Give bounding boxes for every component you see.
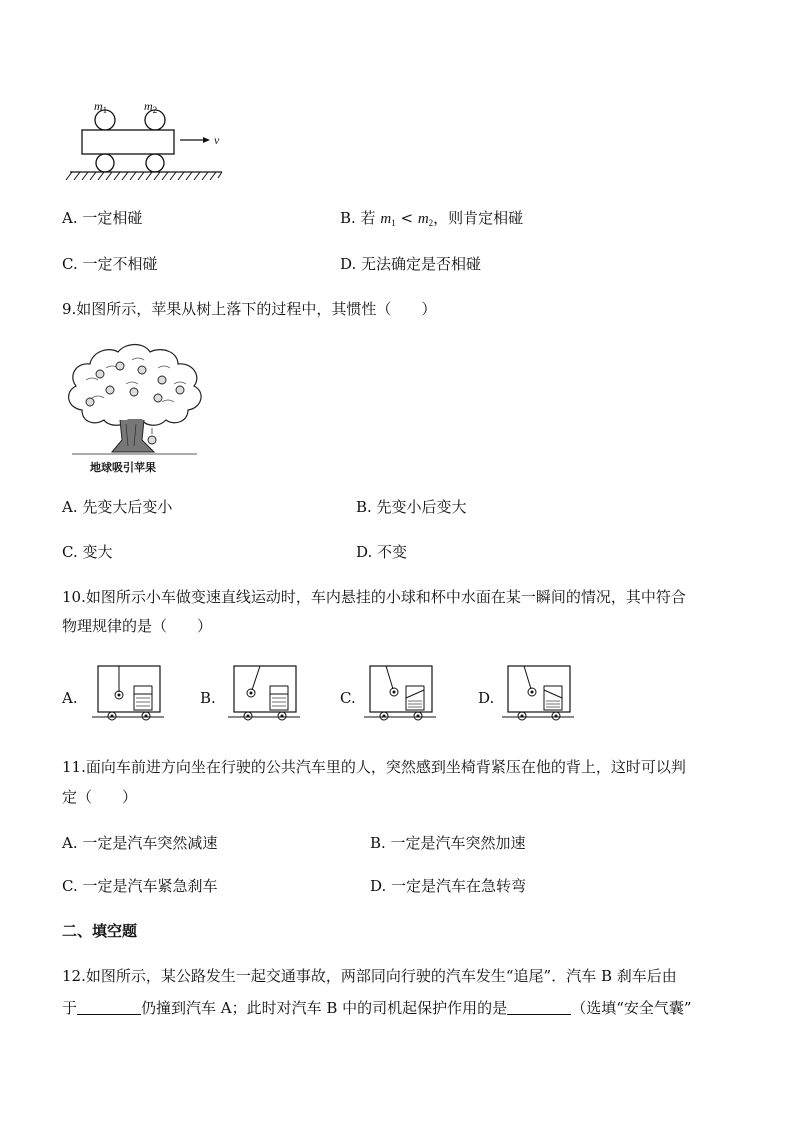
car-b-figure[interactable] [228,664,300,726]
q11-option-a[interactable]: A. 一定是汽车突然减速 [62,834,218,852]
q11-stem-line2: 定（ ） [62,788,138,806]
tree-caption: 地球吸引苹果 [90,461,156,474]
apples [86,362,184,406]
q10-label-d[interactable]: D. [478,689,495,707]
q12-line1: 12.如图所示，某公路发生一起交通事故，两部同向行驶的汽车发生“追尾”．汽车 B 刹车后由 [62,967,677,985]
q10-label-a[interactable]: A. [62,689,78,707]
q11-stem-line1: 11.面向车前进方向坐在行驶的公共汽车里的人，突然感到坐椅背紧压在他的背上，这时可以判 [62,758,686,776]
label-m1: $m_1$ [94,99,108,115]
wheel [96,154,114,172]
q10-stem-line1: 10.如图所示小车做变速直线运动时，车内悬挂的小球和杯中水面在某一瞬间的情况，其中符合 [62,588,686,606]
car-a-figure[interactable] [92,664,164,726]
q9-option-c[interactable]: C. 变大 [62,543,113,561]
car-d-figure[interactable] [502,664,574,726]
q11-option-b[interactable]: B. 一定是汽车突然加速 [370,834,526,852]
car-c-figure[interactable] [364,664,436,726]
tree-canopy [69,345,202,426]
q10-stem-line2: 物理规律的是（ ） [62,617,213,635]
ground-hatch [66,172,222,180]
section-title: 二、填空题 [62,922,138,940]
q10-label-b[interactable]: B. [200,689,216,707]
apple-tree-figure [62,340,207,460]
q8-option-a[interactable]: A. 一定相碰 [62,209,143,227]
q9-option-b[interactable]: B. 先变小后变大 [356,498,467,516]
q11-option-d[interactable]: D. 一定是汽车在急转弯 [370,877,527,895]
label-m2: $m_2$ [144,99,158,115]
q10-label-c[interactable]: C. [340,689,356,707]
wheel [146,154,164,172]
cart-body [82,130,174,154]
q9-option-d[interactable]: D. 不变 [356,543,408,561]
velocity-arrowhead [203,137,210,143]
label-v: v [214,133,220,147]
q8-option-b[interactable]: B. 若 $m_1 < m_2$，则肯定相碰 [340,209,524,228]
q12-line2: 于 仍撞到汽车 A；此时对汽车 B 中的司机起保护作用的是 （选填“安全气囊” [62,999,692,1017]
q8-option-d[interactable]: D. 无法确定是否相碰 [340,255,482,273]
q12-blank-1[interactable] [77,1000,141,1015]
q12-blank-2[interactable] [507,1000,571,1015]
q8-option-c[interactable]: C. 一定不相碰 [62,255,158,273]
falling-apple [148,436,156,444]
q9-option-a[interactable]: A. 先变大后变小 [62,498,173,516]
q11-option-c[interactable]: C. 一定是汽车紧急刹车 [62,877,218,895]
q9-stem: 9.如图所示，苹果从树上落下的过程中，其惯性（ ） [62,300,437,318]
